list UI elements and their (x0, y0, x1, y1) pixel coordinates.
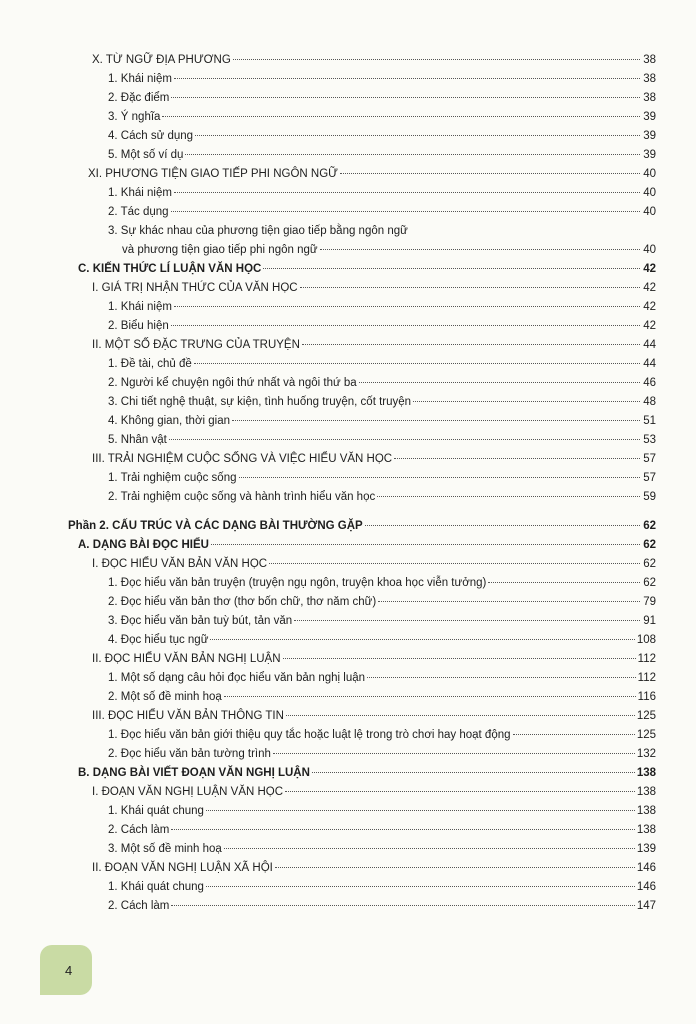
dot-leader (394, 458, 640, 459)
toc-entry-title: 1. Khái niệm (108, 73, 172, 85)
toc-entry-page: 138 (636, 805, 656, 817)
toc-entry-page: 62 (643, 539, 656, 551)
toc-entry (108, 880, 656, 899)
toc-entry-page: 57 (643, 453, 656, 465)
dot-leader (194, 363, 640, 364)
toc-entry-page: 39 (643, 130, 656, 142)
toc-entry (92, 861, 656, 880)
dot-leader (174, 306, 640, 307)
toc-entry (92, 785, 656, 804)
toc-entry-title: 3. Đọc hiểu văn bản tuỳ bút, tản văn (108, 615, 293, 627)
toc-entry-title: Phần 2. CẤU TRÚC VÀ CÁC DẠNG BÀI THƯỜNG GẶP (68, 520, 363, 532)
dot-leader (320, 249, 640, 250)
toc-entry (108, 414, 656, 433)
toc-entry (108, 728, 656, 747)
dot-leader (273, 753, 635, 754)
toc-entry-page: 44 (643, 339, 656, 351)
toc-entry-page: 57 (643, 472, 656, 484)
dot-leader (171, 325, 640, 326)
toc-entry-title: 1. Khái niệm (108, 301, 172, 313)
toc-entry-page: 42 (643, 282, 656, 294)
toc-entry (108, 823, 656, 842)
toc-entry-page: 48 (643, 396, 656, 408)
toc-entry (88, 167, 656, 186)
toc-entry-page: 51 (643, 415, 656, 427)
toc-entry-title: 1. Khái niệm (108, 187, 172, 199)
toc-entry (92, 652, 656, 671)
dot-leader (413, 401, 640, 402)
dot-leader (171, 905, 634, 906)
toc-entry-title: 4. Đọc hiểu tục ngữ (108, 634, 209, 646)
toc-entry-page: 138 (636, 824, 656, 836)
toc-entry-page: 40 (643, 187, 656, 199)
dot-leader (232, 420, 640, 421)
dot-leader (211, 544, 640, 545)
dot-leader (233, 59, 640, 60)
page-number: 4 (65, 963, 73, 978)
toc-entry-title: II. ĐỌC HIỂU VĂN BẢN NGHỊ LUẬN (92, 653, 281, 665)
dot-leader (378, 601, 640, 602)
toc-entry-title: 5. Nhân vật (108, 434, 167, 446)
toc-entry-title: 2. Tác dụng (108, 206, 169, 218)
toc-entry-page: 138 (636, 767, 656, 779)
dot-leader (513, 734, 635, 735)
toc-entry-title: 1. Một số dạng câu hỏi đọc hiểu văn bản nghị luận (108, 672, 366, 684)
toc-entry (108, 110, 656, 129)
toc-entry (108, 595, 656, 614)
dot-leader (488, 582, 640, 583)
toc-entry-title: II. ĐOẠN VĂN NGHỊ LUẬN XÃ HỘI (92, 862, 273, 874)
dot-leader (269, 563, 640, 564)
toc-entry (92, 557, 656, 576)
dot-leader (312, 772, 635, 773)
toc-entry-title: 3. Chi tiết nghệ thuật, sự kiện, tình huống truyện, cốt truyện (108, 396, 412, 408)
toc-entry-page: 91 (643, 615, 656, 627)
toc-entry (108, 614, 656, 633)
dot-leader (285, 791, 635, 792)
toc-entry-title: 1. Đề tài, chủ đề (108, 358, 192, 370)
toc-entry-title: XI. PHƯƠNG TIỆN GIAO TIẾP PHI NGÔN NGỮ (88, 168, 338, 180)
toc-entry (108, 899, 656, 918)
dot-leader (169, 439, 640, 440)
toc-entry (92, 452, 656, 471)
toc-entry (108, 72, 656, 91)
toc-entry-page: 42 (643, 320, 656, 332)
toc-entry (108, 300, 656, 319)
toc-entry-title: 3. Ý nghĩa (108, 111, 161, 123)
toc-entry-page: 44 (643, 358, 656, 370)
toc-entry-page: 39 (643, 111, 656, 123)
dot-leader (171, 211, 640, 212)
toc-entry-title: 2. Đặc điểm (108, 92, 170, 104)
toc-entry-page: 125 (636, 710, 656, 722)
toc-entry-title: I. ĐỌC HIỂU VĂN BẢN VĂN HỌC (92, 558, 268, 570)
toc-entry-page: 147 (636, 900, 656, 912)
toc-entry-page: 139 (636, 843, 656, 855)
dot-leader (367, 677, 636, 678)
toc-entry-page: 38 (643, 73, 656, 85)
dot-leader (224, 696, 636, 697)
toc-entry (108, 671, 656, 690)
toc-entry (108, 129, 656, 148)
toc-entry (92, 338, 656, 357)
toc-entry-page: 116 (637, 691, 656, 703)
toc-entry-title: 2. Biểu hiện (108, 320, 169, 332)
toc-entry-page: 112 (637, 653, 656, 665)
toc-entry (108, 148, 656, 167)
toc-entry-title: 2. Cách làm (108, 900, 170, 912)
toc-entry (78, 538, 656, 557)
toc-entry-title: I. GIÁ TRỊ NHẬN THỨC CỦA VĂN HỌC (92, 282, 298, 294)
toc-entry-page: 40 (643, 206, 656, 218)
toc-entry-page: 39 (643, 149, 656, 161)
dot-leader (365, 525, 640, 526)
toc-entry-title: 2. Cách làm (108, 824, 170, 836)
toc-entry-title: X. TỪ NGỮ ĐỊA PHƯƠNG (92, 54, 231, 66)
toc-entry-title: 3. Một số đề minh hoạ (108, 843, 222, 855)
toc-entry (108, 633, 656, 652)
toc-entry-page: 62 (643, 558, 656, 570)
toc-entry-page: 53 (643, 434, 656, 446)
dot-leader (239, 477, 641, 478)
toc-entry-title: A. DẠNG BÀI ĐỌC HIỂU (78, 539, 209, 551)
dot-leader (162, 116, 640, 117)
toc-entry (108, 376, 656, 395)
toc-entry-page: 38 (643, 54, 656, 66)
toc-entry-page: 40 (643, 168, 656, 180)
dot-leader (195, 135, 640, 136)
toc-entry (108, 747, 656, 766)
toc-entry-page: 59 (643, 491, 656, 503)
toc-entry (108, 490, 656, 509)
toc-entry (108, 395, 656, 414)
toc-entry-title: II. MỘT SỐ ĐẶC TRƯNG CỦA TRUYỆN (92, 339, 300, 351)
toc-entry-title: 1. Trải nghiệm cuộc sống (108, 472, 237, 484)
toc-entry (78, 262, 656, 281)
toc-entry (68, 519, 656, 538)
toc-entry-title: III. TRẢI NGHIỆM CUỘC SỐNG VÀ VIỆC HIỂU VĂN HỌC (92, 453, 393, 465)
toc-entry-page: 132 (636, 748, 656, 760)
dot-leader (275, 867, 635, 868)
toc-entry-page: 138 (636, 786, 656, 798)
toc-entry-title: 1. Khái quát chung (108, 881, 204, 893)
toc-entry (108, 576, 656, 595)
toc-entry-title: III. ĐỌC HIỂU VĂN BẢN THÔNG TIN (92, 710, 284, 722)
dot-leader (174, 192, 640, 193)
toc-entry (108, 186, 656, 205)
toc-entry-page: 42 (643, 263, 656, 275)
dot-leader (377, 496, 640, 497)
toc-entry (108, 319, 656, 338)
dot-leader (224, 848, 635, 849)
dot-leader (206, 886, 635, 887)
toc-entry (108, 690, 656, 709)
toc-entry (92, 281, 656, 300)
dot-leader (263, 268, 640, 269)
toc-entry-title: 2. Một số đề minh hoạ (108, 691, 222, 703)
dot-leader (171, 829, 634, 830)
toc-entry-page: 62 (643, 520, 656, 532)
dot-leader (210, 639, 634, 640)
toc-entry-page: 108 (636, 634, 656, 646)
toc-entry-multiline-first: 3. Sự khác nhau của phương tiện giao tiếp bằng ngôn ngữ (108, 225, 408, 237)
toc-entry-title: C. KIẾN THỨC LÍ LUẬN VĂN HỌC (78, 263, 262, 275)
dot-leader (206, 810, 635, 811)
dot-leader (340, 173, 640, 174)
dot-leader (359, 382, 640, 383)
toc-entry-title: 4. Cách sử dụng (108, 130, 194, 142)
dot-leader (174, 78, 640, 79)
toc-entry (78, 766, 656, 785)
toc-entry (108, 804, 656, 823)
toc-entry-title: 2. Người kể chuyện ngôi thứ nhất và ngôi thứ ba (108, 377, 357, 389)
toc-entry (108, 357, 656, 376)
dot-leader (185, 154, 640, 155)
toc-entry (108, 842, 656, 861)
toc-entry-title: 2. Trải nghiệm cuộc sống và hành trình hiểu văn học (108, 491, 376, 503)
dot-leader (294, 620, 640, 621)
toc-entry (108, 91, 656, 110)
toc-entry-page: 146 (636, 862, 656, 874)
toc-entry-title: B. DẠNG BÀI VIẾT ĐOẠN VĂN NGHỊ LUẬN (78, 767, 310, 779)
toc-entry-title: 4. Không gian, thời gian (108, 415, 230, 427)
toc-entry-title: 5. Một số ví dụ (108, 149, 184, 161)
toc-entry-page: 79 (643, 596, 656, 608)
toc-entry (108, 433, 656, 452)
toc-entry-page: 125 (636, 729, 656, 741)
toc-entry (122, 243, 656, 262)
toc-entry-title: 1. Đọc hiểu văn bản truyện (truyện ngụ ngôn, truyện khoa học viễn tưởng) (108, 577, 487, 589)
dot-leader (283, 658, 636, 659)
dot-leader (286, 715, 635, 716)
toc-entry-page: 112 (637, 672, 656, 684)
dot-leader (302, 344, 640, 345)
toc-entry (92, 709, 656, 728)
toc-entry-page: 62 (643, 577, 656, 589)
toc-entry-title: 2. Đọc hiểu văn bản tường trình (108, 748, 271, 760)
toc-entry-page: 146 (636, 881, 656, 893)
dot-leader (171, 97, 640, 98)
toc-entry-title: I. ĐOẠN VĂN NGHỊ LUẬN VĂN HỌC (92, 786, 284, 798)
toc-entry-page: 40 (643, 244, 656, 256)
toc-entry-title: 1. Đọc hiểu văn bản giới thiệu quy tắc hoặc luật lệ trong trò chơi hay hoạt động (108, 729, 511, 741)
toc-entry-page: 42 (643, 301, 656, 313)
page-number-tab (40, 945, 92, 995)
toc-entry-page: 46 (643, 377, 656, 389)
toc-entry-title: và phương tiện giao tiếp phi ngôn ngữ (122, 244, 318, 256)
toc-entry-page: 38 (643, 92, 656, 104)
toc-entry-title: 2. Đọc hiểu văn bản thơ (thơ bốn chữ, thơ năm chữ) (108, 596, 377, 608)
toc-entry (92, 53, 656, 72)
toc-entry-title: 1. Khái quát chung (108, 805, 204, 817)
dot-leader (300, 287, 640, 288)
toc-entry (108, 205, 656, 224)
toc-entry (108, 471, 656, 490)
